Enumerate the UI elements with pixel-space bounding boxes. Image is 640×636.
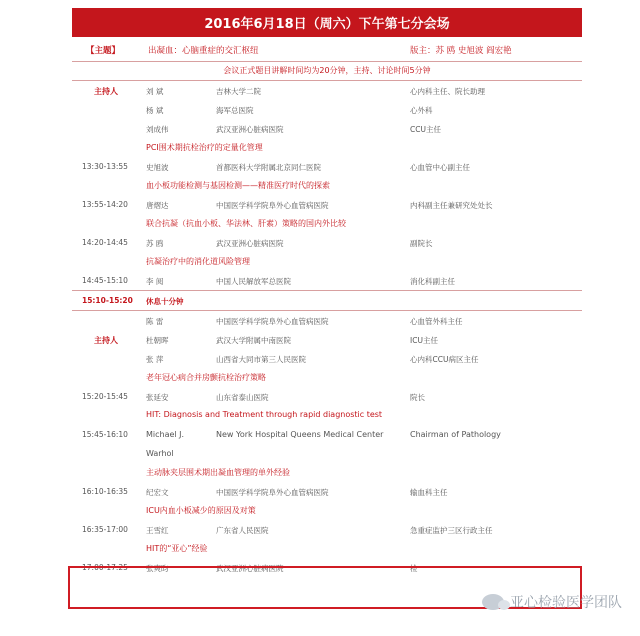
talk-title: 血小板功能检测与基因检测——精准医疗时代的探索	[146, 181, 330, 190]
speaker-name: 史旭波	[146, 163, 169, 172]
schedule-row	[72, 157, 582, 176]
time-slot: 13:30-13:55	[82, 162, 128, 171]
talk-row	[72, 214, 582, 233]
schedule-row	[72, 233, 582, 252]
talk-row	[72, 539, 582, 558]
schedule-row	[72, 425, 582, 444]
watermark-text: 亚心检验医学团队	[510, 595, 622, 611]
time-slot: 16:10-16:35	[82, 487, 128, 496]
speaker-name: Michael J.	[146, 430, 185, 439]
topic-tag: 【主题】	[86, 46, 121, 56]
speaker-name: 杜朝晖	[146, 336, 169, 345]
schedule-row	[72, 349, 582, 368]
session-title: 2016年6月18日（周六）下午第七分会场	[204, 17, 450, 32]
time-slot: 15:10-15:20	[82, 296, 133, 305]
talk-title: 联合抗凝（抗血小板、华法林、肝素）策略的国内外比较	[146, 219, 346, 228]
position: 急重症监护三区行政主任	[410, 526, 493, 535]
schedule-row	[72, 482, 582, 501]
schedule-row	[72, 81, 582, 100]
institution: 山西省大同市第三人民医院	[216, 355, 306, 364]
talk-row	[72, 501, 582, 520]
schedule-row	[72, 271, 582, 290]
talk-title: HIT: Diagnosis and Treatment through rapid diagnostic test	[146, 410, 383, 419]
position: 心内科CCU病区主任	[410, 355, 479, 364]
time-slot: 16:35-17:00	[82, 525, 128, 534]
position: 消化科副主任	[410, 277, 455, 286]
position: 内科副主任兼研究处处长	[410, 201, 493, 210]
talk-title: PCI围术期抗栓治疗的定量化管理	[146, 143, 263, 152]
institution: 中国医学科学院阜外心血管病医院	[216, 488, 329, 497]
institution: 武汉亚洲心脏病医院	[216, 125, 284, 134]
talk-row	[72, 368, 582, 387]
institution: 首都医科大学附属北京同仁医院	[216, 163, 321, 172]
position: 心内科主任、院长助理	[410, 87, 485, 96]
speaker-name: 张爽昀	[146, 564, 169, 573]
schedule-row	[72, 195, 582, 214]
institution: 海军总医院	[216, 106, 254, 115]
position: 输血科主任	[410, 488, 448, 497]
talk-title: 老年冠心病合并房颤抗栓治疗策略	[146, 373, 266, 382]
topic-text: 出凝血：心脑重症的交汇枢纽	[148, 46, 259, 56]
institution: 中国医学科学院阜外心血管病医院	[216, 201, 329, 210]
schedule-row	[72, 330, 582, 349]
institution: 武汉亚洲心脏病医院	[216, 239, 284, 248]
break-row	[72, 290, 582, 311]
institution: 中国人民解放军总医院	[216, 277, 291, 286]
schedule-row	[72, 387, 582, 406]
speaker-name: 唐熠达	[146, 201, 169, 210]
speaker-name: 王雪红	[146, 526, 169, 535]
schedule-row	[72, 444, 582, 463]
schedule-row	[72, 311, 582, 330]
host-label: 主持人	[94, 87, 118, 96]
speaker-name: 张 萍	[146, 355, 164, 364]
speaker-name: 刘 斌	[146, 87, 164, 96]
time-slot: 13:55-14:20	[82, 200, 128, 209]
institution: 广东省人民医院	[216, 526, 269, 535]
institution: 山东省泰山医院	[216, 393, 269, 402]
institution: 中国医学科学院阜外心血管病医院	[216, 317, 329, 326]
speaker-name: 纪宏文	[146, 488, 169, 497]
position: ICU主任	[410, 336, 438, 345]
talk-row	[72, 176, 582, 195]
institution: 武汉大学附属中南医院	[216, 336, 291, 345]
host-label: 主持人	[94, 336, 118, 345]
institution: New York Hospital Queens Medical Center	[216, 430, 384, 439]
speaker-name: 张延安	[146, 393, 169, 402]
time-slot: 14:45-15:10	[82, 276, 128, 285]
speaker-name: 杨 斌	[146, 106, 164, 115]
speaker-name: Warhol	[146, 449, 174, 458]
talk-title: HIT的“亚心”经验	[146, 544, 208, 553]
talk-title: ICU内血小板减少的原因及对策	[146, 506, 256, 515]
talk-row	[72, 463, 582, 482]
schedule-row	[72, 100, 582, 119]
speaker-name: 苏 鸥	[146, 239, 164, 248]
time-slot: 17:00-17:25	[82, 563, 128, 572]
topic-chairs: 版主：苏 鸥 史旭波 阎宏艳	[410, 46, 512, 56]
position: 心血管外科主任	[410, 317, 463, 326]
talk-row	[72, 252, 582, 271]
schedule-page	[72, 8, 582, 577]
speaker-name: 休息十分钟	[146, 297, 184, 306]
institution: 武汉亚洲心脏病医院	[216, 564, 284, 573]
time-slot: 14:20-14:45	[82, 238, 128, 247]
speaker-name: 刘成伟	[146, 125, 169, 134]
position: Chairman of Pathology	[410, 430, 501, 439]
institution: 吉林大学二院	[216, 87, 261, 96]
wechat-icon	[482, 594, 504, 610]
topic-row	[72, 37, 582, 62]
time-slot: 15:20-15:45	[82, 392, 128, 401]
speaker-name: 陈 雷	[146, 317, 164, 326]
session-header	[72, 8, 582, 37]
talk-row	[72, 138, 582, 157]
talk-title: 抗凝治疗中的消化道风险管理	[146, 257, 250, 266]
schedule-rows	[72, 81, 582, 577]
position: 心外科	[410, 106, 433, 115]
position: 院长	[410, 393, 425, 402]
time-slot: 15:45-16:10	[82, 430, 128, 439]
schedule-row	[72, 520, 582, 539]
watermark	[482, 592, 622, 612]
position: 心血管中心副主任	[410, 163, 470, 172]
position: CCU主任	[410, 125, 441, 134]
talk-row	[72, 406, 582, 425]
speaker-name: 李 阅	[146, 277, 164, 286]
talk-title: 主动脉夹层围术期出凝血管理的单外经验	[146, 468, 290, 477]
notice-row: 会议正式题目讲解时间均为20分钟，主持、讨论时间5分钟	[72, 62, 582, 81]
schedule-row	[72, 119, 582, 138]
position: 检	[410, 564, 418, 573]
position: 副院长	[410, 239, 433, 248]
